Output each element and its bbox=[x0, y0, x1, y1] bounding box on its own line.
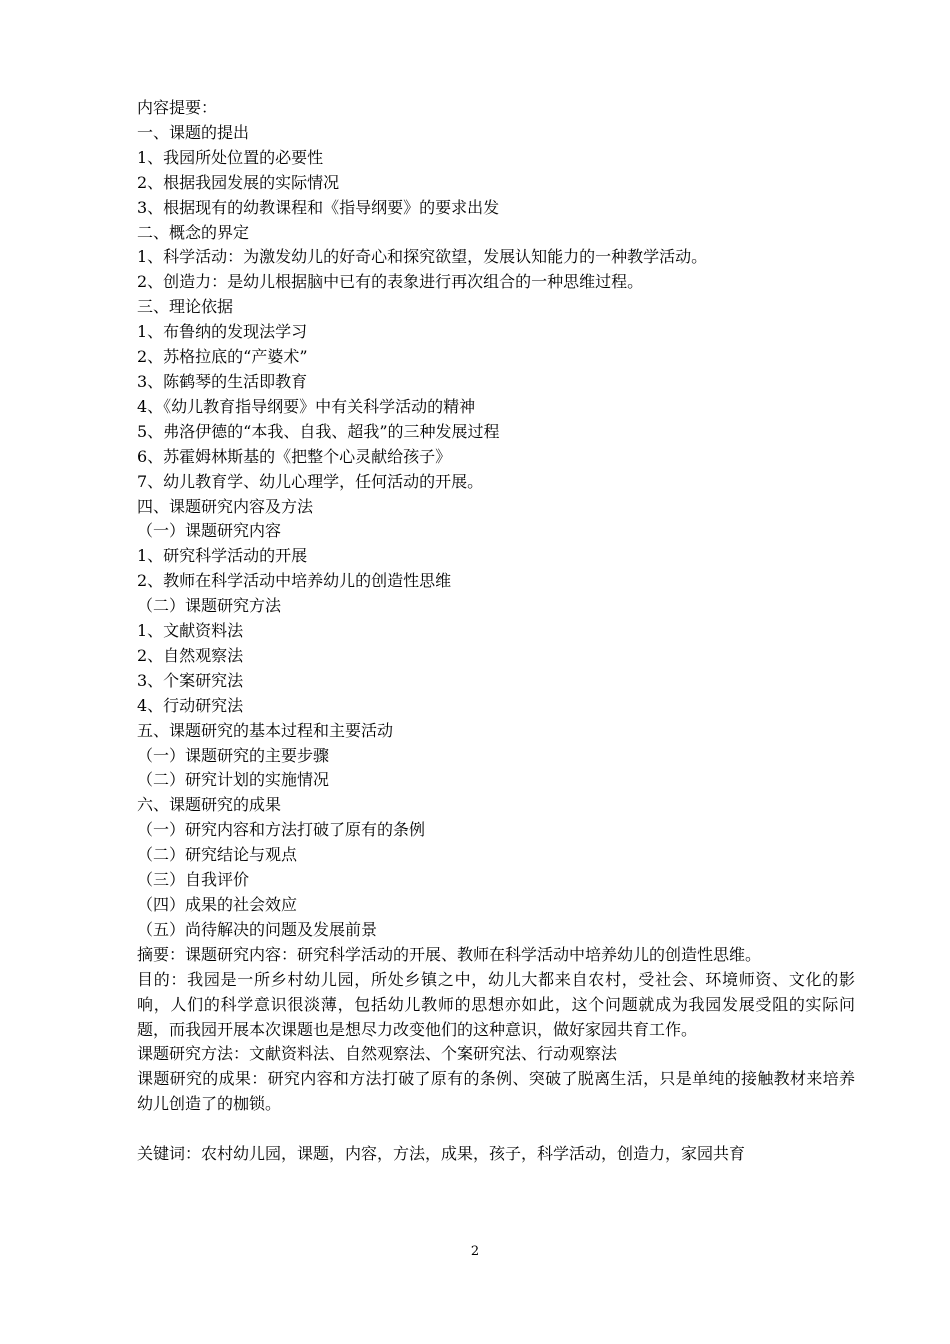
outline-line: 1、文献资料法 bbox=[137, 621, 244, 641]
outline-line: 二、概念的界定 bbox=[137, 222, 250, 242]
outline-line: 3、根据现有的幼教课程和《指导纲要》的要求出发 bbox=[137, 197, 500, 217]
abstract-results: 课题研究的成果：研究内容和方法打破了原有的条例、突破了脱离生活，只是单纯的接触教材来培养幼儿创造了的枷锁。 bbox=[137, 1069, 855, 1114]
outline-line: 2、教师在科学活动中培养幼儿的创造性思维 bbox=[137, 571, 452, 591]
outline-line: 1、研究科学活动的开展 bbox=[137, 546, 308, 566]
abstract-purpose: 目的：我园是一所乡村幼儿园，所处乡镇之中，幼儿大都来自农村，受社会、环境师资、文化的影响，人们的科学意识很淡薄，包括幼儿教师的思想亦如此，这个问题就成为我园发展受阻的实际问题，而我园开展本次课题也是想尽力改变他们的这种意识，做好家园共育工作。 bbox=[137, 969, 855, 1039]
abstract-summary: 摘要：课题研究内容：研究科学活动的开展、教师在科学活动中培养幼儿的创造性思维。 bbox=[137, 944, 762, 964]
outline-list bbox=[137, 121, 855, 943]
keywords: 关键词：农村幼儿园，课题，内容，方法，成果，孩子，科学活动，创造力，家园共育 bbox=[137, 1144, 746, 1164]
outline-line: 六、课题研究的成果 bbox=[137, 795, 282, 815]
outline-line: （一）研究内容和方法打破了原有的条例 bbox=[137, 820, 426, 840]
outline-line: （三）自我评价 bbox=[137, 870, 250, 890]
outline-line: （二）研究计划的实施情况 bbox=[137, 770, 330, 790]
page-number: 2 bbox=[470, 1244, 480, 1259]
outline-line: 三、理论依据 bbox=[137, 297, 234, 317]
outline-line: （二）研究结论与观点 bbox=[137, 845, 298, 865]
blank-line bbox=[137, 1117, 855, 1142]
outline-line: 2、根据我园发展的实际情况 bbox=[137, 172, 340, 192]
outline-line: 6、苏霍姆林斯基的《把整个心灵献给孩子》 bbox=[137, 446, 452, 466]
outline-line: 五、课题研究的基本过程和主要活动 bbox=[137, 720, 394, 740]
outline-line: 5、弗洛伊德的“本我、自我、超我”的三种发展过程 bbox=[137, 421, 500, 441]
outline-line: （四）成果的社会效应 bbox=[137, 895, 298, 914]
outline-line: （一）课题研究的主要步骤 bbox=[137, 745, 330, 765]
outline-line: （二）课题研究方法 bbox=[137, 596, 282, 616]
outline-line: 1、我园所处位置的必要性 bbox=[137, 147, 324, 167]
outline-line: 2、创造力：是幼儿根据脑中已有的表象进行再次组合的一种思维过程。 bbox=[137, 272, 644, 292]
outline-heading: 内容提要： bbox=[137, 98, 218, 117]
outline-line: 一、课题的提出 bbox=[137, 122, 250, 142]
outline-line: 4、《幼儿教育指导纲要》中有关科学活动的精神 bbox=[137, 396, 476, 416]
outline-line: 2、自然观察法 bbox=[137, 645, 244, 665]
outline-line: 1、布鲁纳的发现法学习 bbox=[137, 322, 308, 342]
outline-line: 1、科学活动：为激发幼儿的好奇心和探究欲望，发展认知能力的一种教学活动。 bbox=[137, 247, 708, 267]
outline-line: 3、个案研究法 bbox=[137, 670, 244, 690]
document-body bbox=[137, 96, 855, 1167]
outline-line: （一）课题研究内容 bbox=[137, 521, 282, 541]
outline-line: （五）尚待解决的问题及发展前景 bbox=[137, 919, 378, 939]
outline-line: 4、行动研究法 bbox=[137, 695, 244, 715]
outline-line: 7、幼儿教育学、幼儿心理学，任何活动的开展。 bbox=[137, 471, 484, 491]
outline-line: 2、苏格拉底的“产婆术” bbox=[137, 347, 308, 367]
abstract-methods: 课题研究方法：文献资料法、自然观察法、个案研究法、行动观察法 bbox=[137, 1044, 618, 1064]
outline-line: 四、课题研究内容及方法 bbox=[137, 496, 314, 516]
outline-line: 3、陈鹤琴的生活即教育 bbox=[137, 371, 308, 391]
